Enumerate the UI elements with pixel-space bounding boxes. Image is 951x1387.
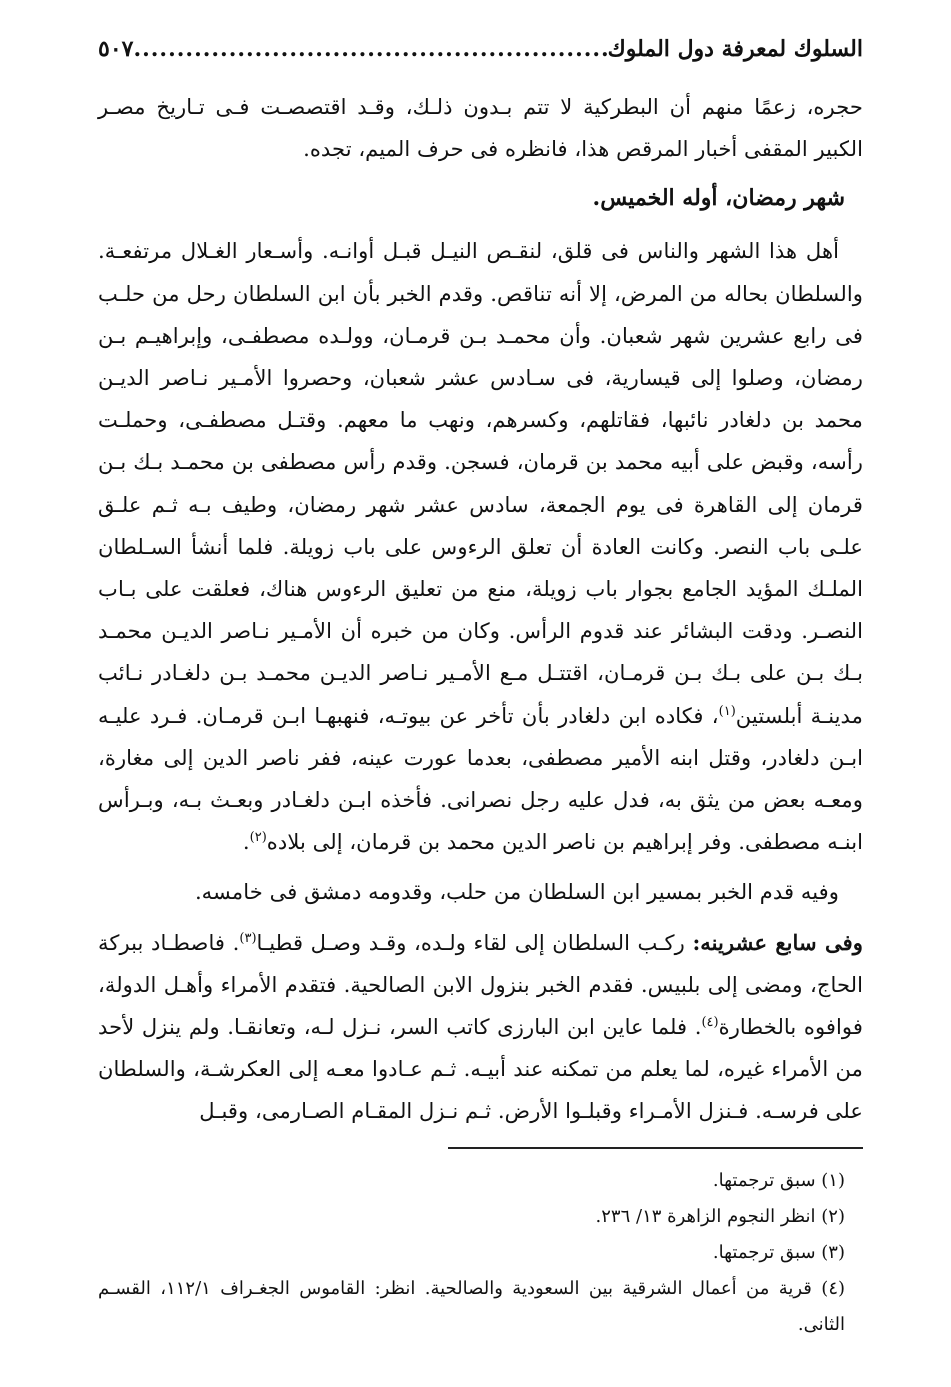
paragraph-gap [98,863,863,871]
running-header [98,36,863,86]
footnotes [98,1163,863,1343]
footnote-3: (٣) سبق ترجمتها. [712,1241,845,1263]
book-page [98,36,863,1356]
footnote-ref-1[interactable]: (١) [718,703,736,719]
paragraph-text: . فلما عاين ابن البارزى كاتب السر، نـزل لـه، وتعانقـا. ولم ينزل لأحد من الأمراء غيره، لما يعلم من تمكنه عند أبيـه. ثـم عـادوا معـه إلى العكرشـة، والسلطان على فرسـه. فـنزل الأمـراء وقبلـوا الأرض. ثـم نـزل المقـام الصـارمى، وقبـل [98,1014,863,1124]
continuation-paragraph: حجره، زعمًا منهم أن البطركية لا تتم بـدون ذلـك، وقـد اقتصصـت فـى تـاريخ مصـر الكبير المقفى أخبار المرقص هذا، فانظره فى حرف الميم، تجده. [98,94,863,162]
paragraph-text: ركـب السلطان إلى لقاء ولـده، وقـد وصـل قطيـا [256,929,693,955]
paragraph-text: أهل هذا الشهر والناس فى قلق، لنقـص النيـل قبـل أوانـه. وأسـعار الغـلال مرتفعـة. والسلطان بحاله من المرض، إلا أنه تناقص. وقدم الخبر بأن ابن السلطان رحل من حلـب فى رابع عشرين شهر شعبان. وأن محمـد بـن قرمـان، وولـده مصطفـى، وإبراهيـم بـن رمضان، وصلوا إلى قيسارية، فى سـادس عشر شعبان، وحصروا الأمـير نـاصر الديـن محمد بن دلغادر نائبها، فقاتلهم، وكسرهم، ونهب ما معهم. وقتـل مصطفـى، وحملـت رأسه، وقبض على أبيه محمد بن قرمان، فسجن. وقدم رأس مصطفى بن محمـد بـك بـن قرمان إلى القاهرة فى يوم الجمعة، سادس عشر شهر رمضان، وطيف بـه ثـم علـق علـى باب النصر. وكانت العادة أن تعلق الرءوس على باب زويلة. فلما أنشأ السـلطان الملـك المؤيد الجامع بجوار باب زويلة، منع من تعليق الرءوس هناك، فعلقت على بـاب النصـر. ودقت البشائر عند قدوم الرأس. وكان من خبره أن الأمـير نـاصر الديـن محمـد بـك بـن على بـك بـن قرمـان، اقتتـل مـع الأمـير نـاصر الديـن محمـد بـن دلغـادر نـائب مدينـة أبلستين [98,238,863,728]
footnote-ref-2[interactable]: (٢) [249,830,267,846]
footnote-ref-3[interactable]: (٣) [239,930,257,946]
main-text [98,86,863,1133]
paragraph-gap [98,914,863,922]
section-heading: شهر رمضان، أوله الخميس. [592,185,845,212]
footnote-ref-4[interactable]: (٤) [701,1015,719,1030]
paragraph-text: ، فكاده ابن دلغادر بأن تأخر عن بيوتـه، فنهبهـا ابـن قرمـان. فـرد عليـه ابـن دلغادر، وقتل ابنه الأمير مصطفى، بعدما عورت عينه، ففر ناصر الدين إلى مغارة، ومعـه بعض من يثق به، فدل عليه رجل نصرانى. فأخذه ابـن دلغـادر وبعـث بـه، وبـرأس ابنـه مصطفى. وفر إبراهيم بن ناصر الدين محمد بن قرمان، إلى بلاده [98,702,863,855]
footnote-separator [448,1147,863,1149]
leader-dots [133,36,607,62]
footnote-4: (٤) قرية من أعمال الشرقية بين السعودية والصالحية. انظر: القاموس الجغـراف ١١٢/١، القسـم الثانى. [98,1277,846,1335]
paragraph-ramadan-news [98,230,863,863]
paragraph-son-travel: وفيه قدم الخبر بمسير ابن السلطان من حلب، وقدومه دمشق فى خامسه. [194,879,839,905]
footnote-1: (١) سبق ترجمتها. [712,1169,845,1191]
page-number: ٥٠٧ [98,36,134,62]
book-title: السلوك لمعرفة دول الملوك [607,36,863,62]
paragraph-lead: وفى سابع عشرينه: [692,929,864,955]
paragraph-text: . [242,829,250,855]
paragraph-sultan-ride [98,922,863,1133]
paragraph-text: . فاصطـاد ببركة الحاج، ومضى إلى بلبيس. فقدم الخبر بنزول الابن الصالحية. فتقدم الأمراء وأهـل الدولة، فوافوه بالخطارة [98,929,863,1040]
footnote-2: (٢) انظر النجوم الزاهرة ١٣/ ٢٣٦. [595,1205,845,1227]
